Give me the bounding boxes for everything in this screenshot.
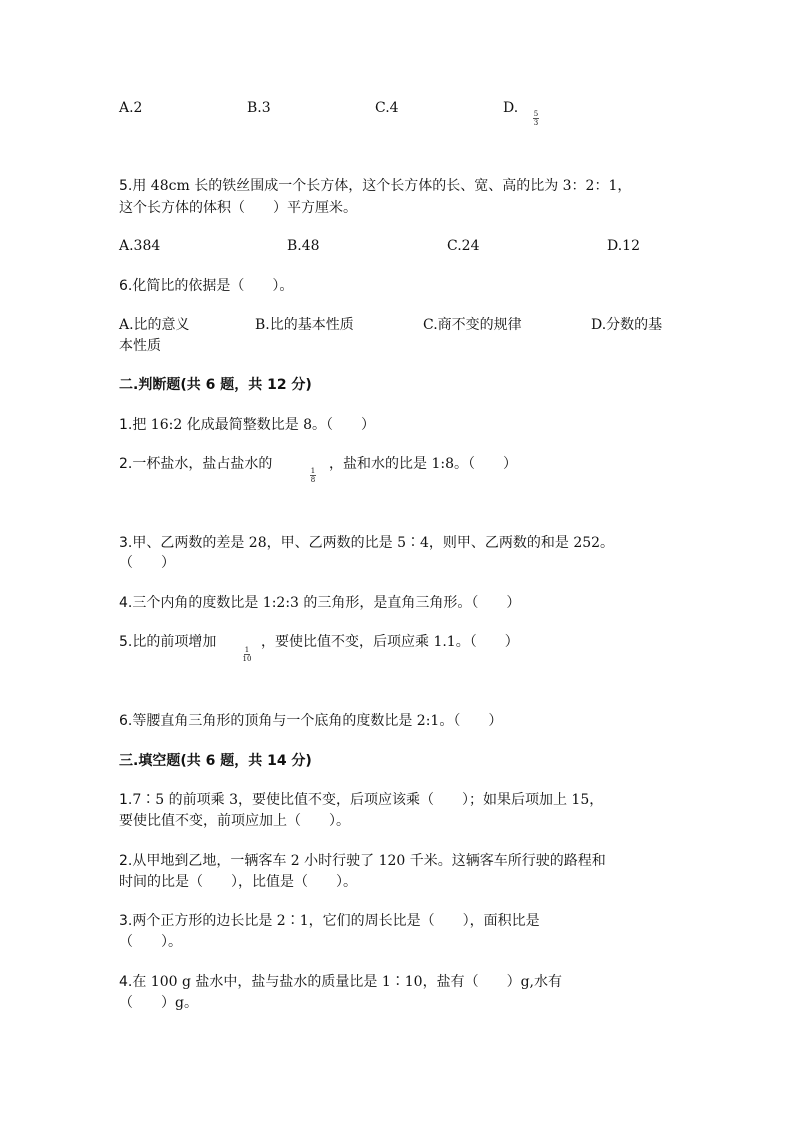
s3-item1-line1 xyxy=(119,790,603,810)
s3-item1-line2: 要使比值不变，前项应加上（ ）。 xyxy=(119,813,350,829)
s3-item2-line2: 时间的比是（ ），比值是（ ）。 xyxy=(119,874,357,890)
s2-item4-number: 4. xyxy=(119,595,133,611)
s3-item3-line2: （ ）。 xyxy=(119,934,182,950)
s3-item3-line1 xyxy=(119,911,540,931)
q6-number: 6. xyxy=(119,278,133,294)
fraction-numerator: 1 xyxy=(310,467,316,475)
s2-item6-text: 等腰直角三角形的顶角与一个底角的度数比是 2:1。（ ） xyxy=(132,713,503,729)
q4-option-c: C.4 xyxy=(375,100,399,116)
q6-option-b: B.比的基本性质 xyxy=(255,317,354,333)
q5-option-b: B.48 xyxy=(287,238,320,254)
s2-item4 xyxy=(119,593,520,613)
s2-item5-post: ，要使比值不变，后项应乘 1.1。（ ） xyxy=(261,634,519,650)
s2-item1 xyxy=(119,415,375,435)
fraction-denominator: 3 xyxy=(533,119,539,127)
s3-item2-text1: 从甲地到乙地，一辆客车 2 小时行驶了 120 千米。这辆客车所行驶的路程和 xyxy=(132,853,606,869)
q6-text1: 化简比的依据是（ ）。 xyxy=(132,278,294,294)
fraction-denominator: 10 xyxy=(242,655,252,663)
s2-item5-pre xyxy=(119,632,216,652)
q6-option-a: A.比的意义 xyxy=(119,317,190,333)
s2-item4-text: 三个内角的度数比是 1:2:3 的三角形，是直角三角形。（ ） xyxy=(132,595,521,611)
s3-item2-line1 xyxy=(119,851,606,871)
q5-line2: 这个长方体的体积（ ）平方厘米。 xyxy=(119,200,357,216)
s2-item2-fraction xyxy=(308,467,318,484)
q6-option-d: D.分数的基 xyxy=(591,317,663,333)
q5-text1: 用 48cm 长的铁丝围成一个长方体，这个长方体的长、宽、高的比为 3：2：1， xyxy=(132,178,632,194)
q6-option-c: C.商不变的规律 xyxy=(423,317,522,333)
q4-option-a: A.2 xyxy=(119,100,143,116)
section2-title: 二.判断题(共 6 题，共 12 分) xyxy=(119,377,312,393)
s3-item4-line2: （ ）g。 xyxy=(119,995,198,1011)
s2-item3-line1 xyxy=(119,533,614,553)
s2-item2-post: ，盐和水的比是 1:8。（ ） xyxy=(329,456,517,472)
q5-number: 5. xyxy=(119,178,133,194)
q5-option-d: D.12 xyxy=(607,238,640,254)
s2-item3-text1: 甲、乙两数的差是 28，甲、乙两数的比是 5∶4，则甲、乙两数的和是 252。 xyxy=(132,535,615,551)
s3-item2-number: 2. xyxy=(119,853,133,869)
s2-item1-text: 把 16:2 化成最简整数比是 8。（ ） xyxy=(132,417,376,433)
s2-item6-number: 6. xyxy=(119,713,133,729)
s2-item2-number: 2. xyxy=(119,456,133,472)
s2-item5-fraction xyxy=(242,646,252,663)
section3-title: 三.填空题(共 6 题，共 14 分) xyxy=(119,753,312,769)
s3-item4-line1 xyxy=(119,972,562,992)
fraction-numerator: 5 xyxy=(533,110,539,118)
q4-option-d: D. xyxy=(503,100,519,116)
s2-item5-number: 5. xyxy=(119,634,133,650)
s2-item6 xyxy=(119,711,502,731)
s2-item3-line2: （ ） xyxy=(119,555,175,571)
fraction-numerator: 1 xyxy=(244,646,250,654)
fraction-denominator: 8 xyxy=(310,476,316,484)
s3-item3-text1: 两个正方形的边长比是 2∶1，它们的周长比是（ ），面积比是 xyxy=(132,913,540,929)
s2-item3-number: 3. xyxy=(119,535,133,551)
s3-item1-number: 1. xyxy=(119,792,133,808)
q5-option-c: C.24 xyxy=(447,238,480,254)
s3-item1-text1: 7∶5 的前项乘 3，要使比值不变，后项应该乘（ ）；如果后项加上 15， xyxy=(132,792,604,808)
q4-option-b: B.3 xyxy=(247,100,271,116)
s2-item2-pretext: 一杯盐水，盐占盐水的 xyxy=(132,456,273,472)
s3-item4-text1: 在 100 g 盐水中，盐与盐水的质量比是 1∶10，盐有（ ）g,水有 xyxy=(132,974,562,990)
q5-line1 xyxy=(119,176,631,196)
s2-item5-pretext: 比的前项增加 xyxy=(132,634,217,650)
s2-item1-number: 1. xyxy=(119,417,133,433)
q4-fraction xyxy=(531,110,541,127)
s2-item2-pre xyxy=(119,454,272,474)
q5-option-a: A.384 xyxy=(119,238,161,254)
s3-item4-number: 4. xyxy=(119,974,133,990)
s3-item3-number: 3. xyxy=(119,913,133,929)
q6-option-d-wrap: 本性质 xyxy=(119,338,161,354)
q6-line1 xyxy=(119,276,293,296)
